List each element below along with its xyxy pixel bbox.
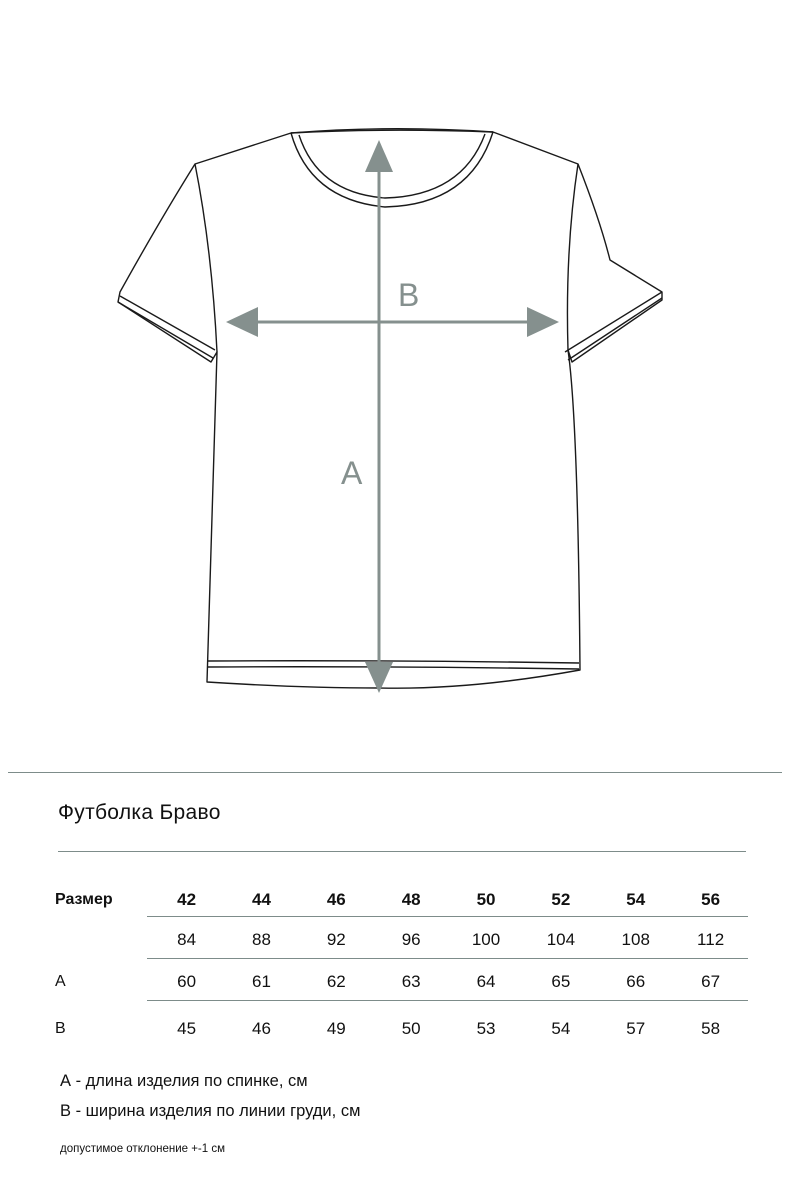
tshirt-outline [118, 129, 662, 688]
size-cell: 52 [551, 890, 571, 909]
table-cell: 50 [401, 1019, 421, 1038]
tshirt-body [118, 130, 662, 688]
table-row-divider [147, 916, 748, 917]
size-cell: 48 [401, 890, 421, 909]
measure-arrows [226, 140, 559, 693]
table-cell: 60 [177, 972, 197, 991]
hem-line-2 [208, 667, 579, 669]
table-row [55, 960, 748, 1004]
table-cell: 104 [546, 930, 576, 949]
size-cell: 54 [626, 890, 646, 909]
size-cell: 46 [326, 890, 346, 909]
table-cell: 92 [326, 930, 346, 949]
table-cell: 46 [251, 1019, 271, 1038]
table-cell: 112 [697, 930, 725, 949]
table-cell: 66 [626, 972, 646, 991]
table-cell: 62 [326, 972, 346, 991]
table-cell: 88 [251, 930, 271, 949]
divider-top [8, 772, 782, 773]
hem-line-1 [208, 661, 579, 663]
table-row [55, 1004, 748, 1054]
table-cell: 49 [326, 1019, 346, 1038]
table-cell: 64 [476, 972, 496, 991]
size-header-row [55, 880, 748, 920]
table-cell: 65 [551, 972, 571, 991]
table-cell: 45 [177, 1019, 197, 1038]
left-sleeve-cuff [118, 296, 215, 358]
size-cell: 42 [177, 890, 197, 909]
arrow-b-left-head [226, 307, 258, 337]
neckline-inner [299, 134, 485, 198]
divider-title [58, 851, 746, 852]
table-cell: 54 [551, 1019, 571, 1038]
arrow-b-right-head [527, 307, 559, 337]
table-cell: 108 [621, 930, 650, 949]
size-cell: 44 [251, 890, 271, 909]
table-cell: 67 [701, 972, 721, 991]
table-cell: 100 [471, 930, 501, 949]
table-cell: 96 [401, 930, 421, 949]
label-b: B [398, 277, 420, 313]
size-table [55, 880, 748, 1054]
note-a: А - длина изделия по спинке, см [60, 1072, 308, 1090]
right-sleeve-seam [567, 164, 578, 350]
table-cell: 63 [401, 972, 421, 991]
row-label: B [55, 1020, 66, 1037]
size-cell: 50 [476, 890, 496, 909]
table-cell: 84 [177, 930, 197, 949]
right-sleeve-cuff [565, 292, 662, 360]
table-row-divider [147, 958, 748, 959]
size-cell: 56 [701, 890, 721, 909]
tolerance-note: допустимое отклонение +-1 см [60, 1143, 225, 1155]
table-row-divider [147, 1000, 748, 1001]
row-label: A [55, 973, 66, 990]
left-sleeve-seam [195, 164, 217, 352]
note-b: В - ширина изделия по линии груди, см [60, 1102, 361, 1120]
table-cell: 58 [701, 1019, 721, 1038]
size-header-label: Размер [55, 891, 113, 908]
label-a: A [341, 455, 363, 491]
arrow-a-top-head [365, 140, 393, 172]
table-row [55, 920, 748, 960]
table-cell: 57 [626, 1019, 646, 1038]
table-cell: 61 [251, 972, 271, 991]
table-cell: 53 [476, 1019, 496, 1038]
product-title: Футболка Браво [58, 801, 221, 824]
